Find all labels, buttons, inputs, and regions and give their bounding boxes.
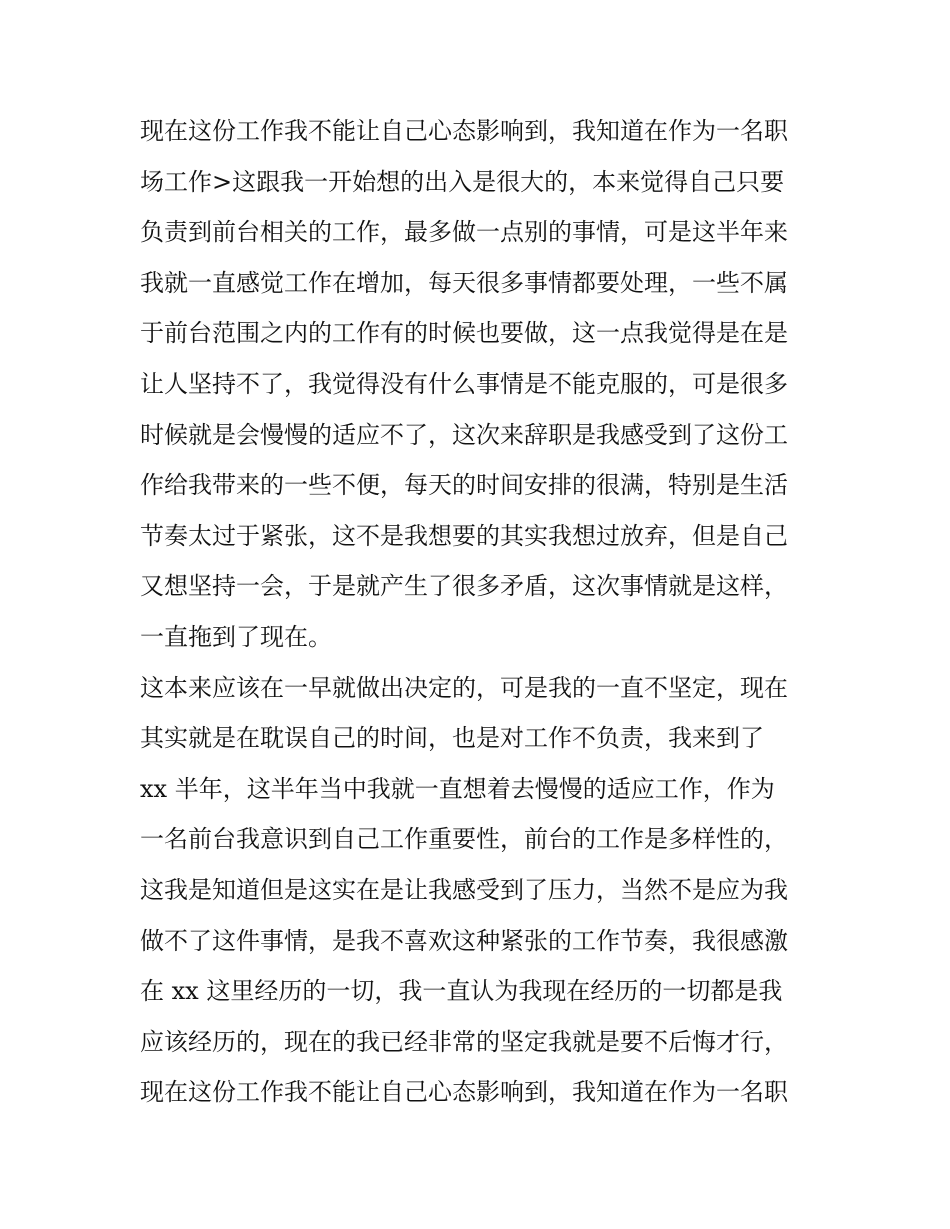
text-line: 时候就是会慢慢的适应不了，这次来辞职是我感受到了这份工 (140, 420, 788, 449)
text-line: 其实就是在耽误自己的时间，也是对工作不负责，我来到了 (140, 724, 764, 753)
body-text (140, 106, 830, 1118)
text-line: 这我是知道但是这实在是让我感受到了压力，当然不是应为我 (140, 875, 788, 904)
text-line: 这本来应该在一早就做出决定的，可是我的一直不坚定，现在 (140, 673, 788, 702)
text-line: 现在这份工作我不能让自己心态影响到，我知道在作为一名职 (140, 117, 788, 145)
text-line: xx 半年，这半年当中我就一直想着去慢慢的适应工作，作为 (140, 774, 775, 803)
text-line: 节奏太过于紧张，这不是我想要的其实我想过放弃，但是自己 (140, 521, 788, 550)
text-line: 我就一直感觉工作在增加，每天很多事情都要处理，一些不属 (140, 268, 788, 297)
text-line: 于前台范围之内的工作有的时候也要做，这一点我觉得是在是 (140, 319, 788, 348)
text-line: 场工作>这跟我一开始想的出入是很大的，本来觉得自己只要 (140, 167, 785, 196)
text-line: 又想坚持一会，于是就产生了很多矛盾，这次事情就是这样， (140, 572, 788, 601)
text-line: 应该经历的，现在的我已经非常的坚定我就是要不后悔才行， (140, 1027, 788, 1056)
text-line: 现在这份工作我不能让自己心态影响到，我知道在作为一名职 (140, 1078, 788, 1107)
text-line: 负责到前台相关的工作，最多做一点别的事情，可是这半年来 (140, 218, 788, 247)
text-line: 一直拖到了现在。 (140, 622, 332, 651)
text-line: 一名前台我意识到自己工作重要性，前台的工作是多样性的， (140, 825, 788, 854)
text-line: 在 xx 这里经历的一切，我一直认为我现在经历的一切都是我 (140, 977, 783, 1006)
text-line: 作给我带来的一些不便，每天的时间安排的很满，特别是生活 (140, 471, 788, 500)
text-line: 做不了这件事情，是我不喜欢这种紧张的工作节奏，我很感激 (140, 926, 788, 955)
text-line: 让人坚持不了，我觉得没有什么事情是不能克服的，可是很多 (140, 369, 788, 398)
